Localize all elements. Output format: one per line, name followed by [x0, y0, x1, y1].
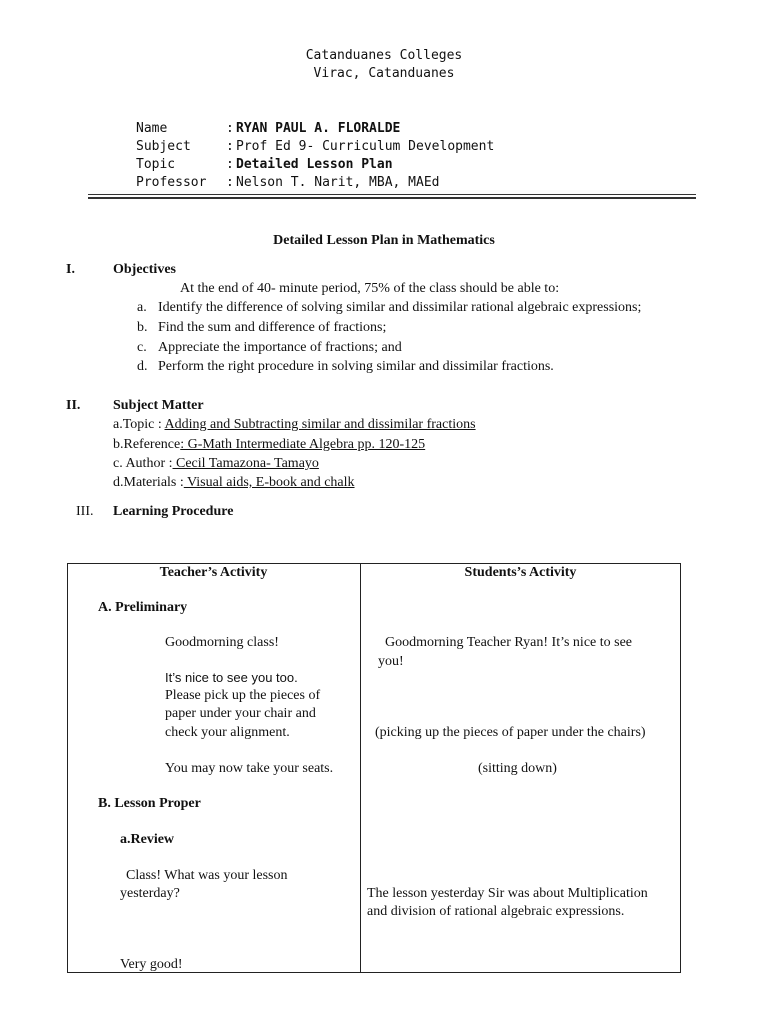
teacher-greeting: Goodmorning class! [165, 635, 279, 650]
topic-value: Detailed Lesson Plan [236, 157, 393, 172]
teacher-take-seats: You may now take your seats. [165, 761, 334, 776]
objectives-intro: At the end of 40- minute period, 75% of the class should be able to: [180, 281, 560, 296]
teacher-pick-line-2: paper under your chair and [165, 706, 316, 721]
sm-author-value: Cecil Tamazona- Tamayo [172, 456, 319, 471]
sm-materials-label: d.Materials : [113, 475, 184, 490]
teacher-question-line-2: yesterday? [120, 886, 180, 901]
school-location: Virac, Catanduanes [313, 66, 455, 81]
section-preliminary: A. Preliminary [98, 600, 188, 615]
section-lesson-proper: B. Lesson Proper [98, 796, 201, 811]
school-name: Catanduanes Colleges [305, 48, 463, 63]
learning-procedure-numeral: III. [76, 504, 94, 519]
header-rule-bottom [88, 197, 696, 199]
subject-label: Subject [136, 139, 191, 154]
teacher-nice-to-see: It’s nice to see you too. [165, 670, 298, 685]
activity-table-divider [360, 563, 361, 973]
sm-author-label: c. Author : [113, 456, 173, 471]
student-activity-header: Students’s Activity [464, 565, 577, 580]
teacher-pick-line-3: check your alignment. [165, 725, 290, 740]
sm-topic-value: Adding and Subtracting similar and dissimilar fractions [164, 417, 476, 432]
professor-value: Nelson T. Narit, MBA, MAEd [236, 175, 440, 190]
objective-letter-d: d. [137, 359, 148, 374]
subject-matter-heading: Subject Matter [113, 398, 204, 413]
objectives-heading: Objectives [113, 262, 176, 277]
topic-label: Topic [136, 157, 176, 172]
professor-label: Professor [136, 175, 207, 190]
teacher-activity-header: Teacher’s Activity [159, 565, 268, 580]
sm-author-line [113, 456, 319, 472]
sm-topic-line [113, 417, 476, 433]
objective-item-a: Identify the difference of solving similar and dissimilar rational algebraic expressions; [158, 300, 642, 315]
objective-letter-b: b. [137, 320, 148, 335]
name-colon: : [226, 121, 234, 136]
teacher-question-line-1: Class! What was your lesson [126, 868, 288, 883]
subject-colon: : [226, 139, 234, 154]
teacher-very-good: Very good! [120, 957, 183, 972]
sm-topic-label: a.Topic : [113, 417, 165, 432]
student-answer-line-1: The lesson yesterday Sir was about Multiplication [367, 886, 648, 901]
topic-colon: : [226, 157, 234, 172]
student-picking-up: (picking up the pieces of paper under the chairs) [375, 725, 646, 740]
objectives-numeral: I. [66, 262, 75, 277]
sm-materials-value: Visual aids, E-book and chalk [183, 475, 355, 490]
objective-item-c: Appreciate the importance of fractions; and [158, 340, 402, 355]
review-heading: a.Review [120, 832, 175, 847]
subject-matter-numeral: II. [66, 398, 81, 413]
student-greeting-line-1: Goodmorning Teacher Ryan! It’s nice to see [385, 635, 633, 650]
student-greeting-line-2: you! [378, 654, 404, 669]
sm-reference-value: : G-Math Intermediate Algebra pp. 120-125 [180, 437, 426, 452]
document-title: Detailed Lesson Plan in Mathematics [273, 233, 495, 248]
teacher-pick-line-1: Please pick up the pieces of [165, 688, 321, 703]
sm-reference-label: b.Reference [113, 437, 181, 452]
objective-letter-a: a. [137, 300, 147, 315]
objective-item-d: Perform the right procedure in solving similar and dissimilar fractions. [158, 359, 554, 374]
objective-letter-c: c. [137, 340, 147, 355]
student-sitting-down: (sitting down) [478, 761, 557, 776]
professor-colon: : [226, 175, 234, 190]
header-rule-top [88, 194, 696, 195]
sm-materials-line [113, 475, 355, 491]
sm-reference-line [113, 437, 425, 453]
objective-item-b: Find the sum and difference of fractions; [158, 320, 387, 335]
learning-procedure-heading: Learning Procedure [113, 504, 234, 519]
name-value: RYAN PAUL A. FLORALDE [236, 121, 401, 136]
subject-value: Prof Ed 9- Curriculum Development [236, 139, 495, 154]
name-label: Name [136, 121, 168, 136]
student-answer-line-2: and division of rational algebraic expressions. [367, 904, 625, 919]
